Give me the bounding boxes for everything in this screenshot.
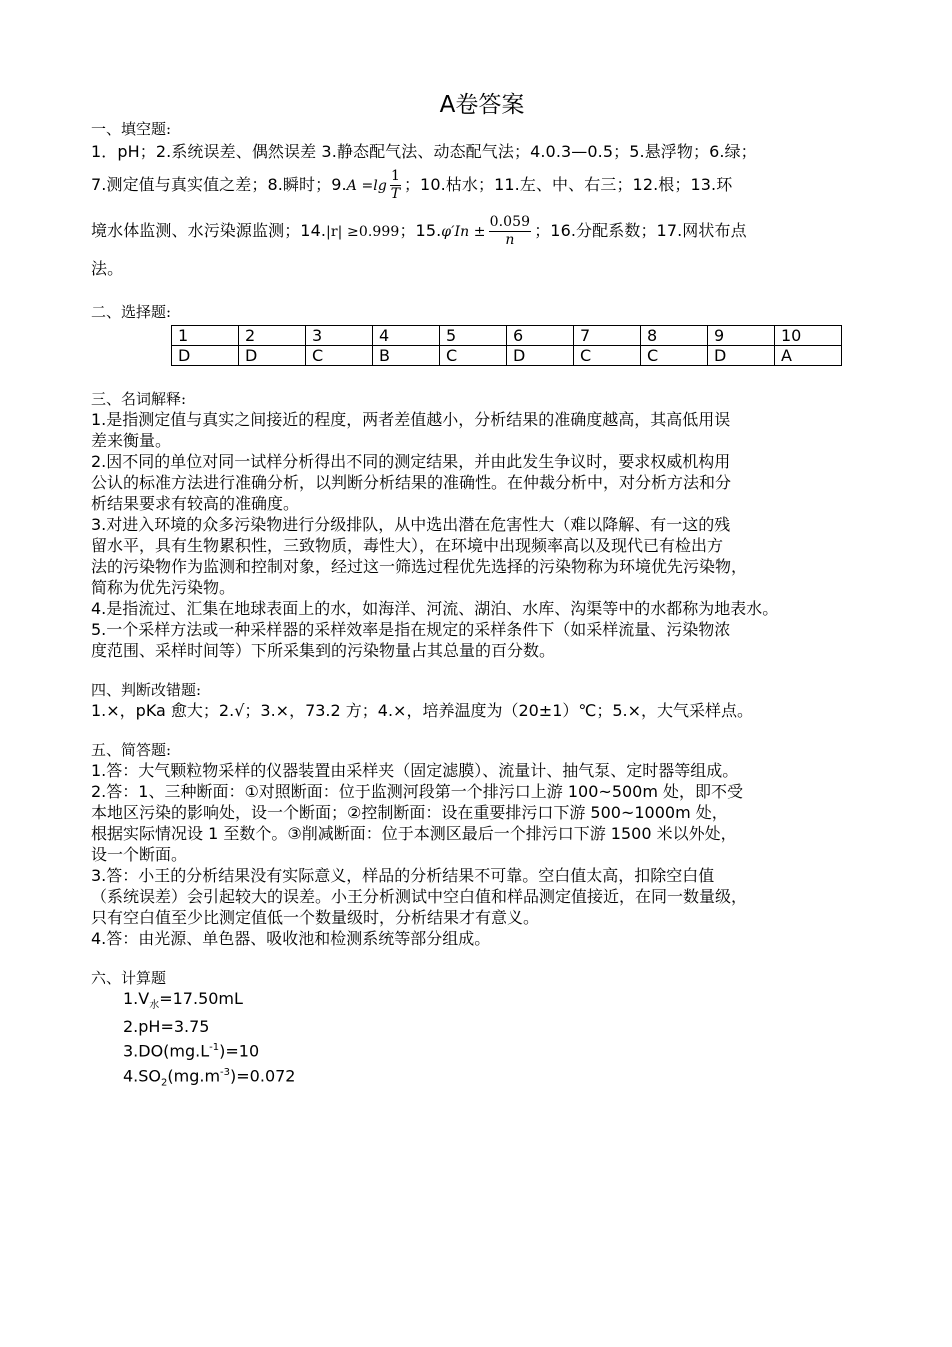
numerator: 1	[390, 168, 400, 184]
text: )=0.072	[230, 1065, 296, 1085]
formula-absorbance: A =lg	[346, 178, 387, 194]
table-cell: 6	[507, 326, 574, 346]
text-line: 4.答：由光源、单色器、吸收池和检测系统等部分组成。	[91, 929, 491, 948]
fill-line-3	[91, 206, 873, 257]
denominator: T	[390, 186, 401, 202]
table-cell: C	[440, 346, 507, 366]
text: (mg.m	[167, 1065, 221, 1085]
text-line: 析结果要求有较高的准确度。	[91, 494, 300, 513]
table-cell: D	[239, 346, 306, 366]
section-heading: 三、名词解释:	[91, 390, 187, 408]
text-line: 留水平，具有生物累积性，三致物质，毒性大），在环境中出现频率高以及现代已有检出方	[91, 536, 724, 555]
table-cell: D	[708, 346, 775, 366]
text: 3.DO(mg.L	[123, 1041, 210, 1061]
section-calculations	[91, 969, 873, 1093]
choice-answer-table	[171, 325, 842, 366]
text: 1.V	[123, 989, 150, 1008]
section-multiple-choice	[91, 303, 873, 366]
section-heading: 五、简答题:	[91, 741, 172, 759]
text-line: 差来衡量。	[91, 431, 172, 450]
table-row-numbers	[172, 326, 842, 346]
section-heading: 二、选择题:	[91, 303, 172, 321]
text-line: 简称为优先污染物。	[91, 578, 236, 597]
section-heading: 四、判断改错题:	[91, 681, 202, 699]
spacer	[91, 949, 873, 969]
spacer	[91, 366, 873, 390]
calc-answer-2: 2.pH=3.75	[123, 1017, 210, 1037]
text-line: 根据实际情况设 1 至数个。③削减断面：位于本测区最后一个排污口下游 1500 米以外处，	[91, 824, 737, 843]
text: =17.50mL	[159, 989, 243, 1008]
text: ；10.枯水；11.左、中、右三；12.根；13.环	[403, 175, 733, 194]
text-line: 法的污染物作为监测和控制对象，经过这一筛选过程优先选择的污染物称为环境优先污染物，	[91, 557, 748, 576]
table-cell: 7	[574, 326, 641, 346]
calc-answer-4	[123, 1062, 873, 1094]
table-cell: A	[775, 346, 842, 366]
text-line: 公认的标准方法进行准确分析，以判断分析结果的准确性。在仲裁分析中，对分析方法和分	[91, 473, 732, 492]
text: ；16.分配系数；17.网状布点	[534, 221, 747, 240]
table-row-answers	[172, 346, 842, 366]
text-line: 1.是指测定值与真实之间接近的程度，两者差值越小，分析结果的准确度越高，其高低用误	[91, 410, 731, 429]
fill-line-1	[91, 139, 873, 165]
table-cell: D	[507, 346, 574, 366]
section-heading: 六、计算题	[91, 969, 167, 987]
subscript: 水	[149, 1000, 160, 1012]
table-cell: 5	[440, 326, 507, 346]
denominator: n	[505, 232, 515, 248]
superscript: -3	[220, 1066, 231, 1078]
table-cell: 9	[708, 326, 775, 346]
section-heading: 一、填空题:	[91, 120, 172, 138]
calc-answer-1	[123, 988, 873, 1016]
table-cell: 10	[775, 326, 842, 346]
fill-line-2	[91, 165, 873, 206]
section-fill-blanks	[91, 120, 873, 281]
superscript: -1	[209, 1042, 220, 1054]
table-cell: 8	[641, 326, 708, 346]
spacer	[91, 281, 873, 303]
text-line: 1.×，pKa 愈大；2.√；3.×，73.2 方；4.×，培养温度为（20±1）℃；5.×，大气采样点。	[91, 701, 754, 720]
fraction-0059-over-n	[489, 214, 532, 249]
text: 7.测定值与真实值之差；8.瞬时；9.	[91, 175, 347, 194]
text-line: 3.对进入环境的众多污染物进行分级排队，从中选出潜在危害性大（难以降解、有一这的残	[91, 515, 731, 534]
table-cell: 1	[172, 326, 239, 346]
table-cell: 4	[373, 326, 440, 346]
page-title: A卷答案	[439, 92, 525, 118]
table-cell: C	[306, 346, 373, 366]
spacer	[91, 721, 873, 741]
section-definitions	[91, 390, 873, 661]
text: 1．pH；2.系统误差、偶然误差 3.静态配气法、动态配气法；4.0.3—0.5；5.悬浮物；6.绿；	[91, 142, 757, 161]
answer-page	[91, 88, 873, 1093]
text-line: 本地区污染的影响处，设一个断面；②控制断面：设在重要排污口下游 500~1000m 处，	[91, 803, 728, 822]
text-line: 1.答：大气颗粒物采样的仪器装置由采样夹（固定滤膜）、流量计、抽气泵、定时器等组成。	[91, 761, 739, 780]
text: ；15.	[399, 221, 442, 240]
text: 4.SO	[123, 1065, 162, 1085]
text-line: 4.是指流过、汇集在地球表面上的水，如海洋、河流、湖泊、水库、沟渠等中的水都称为地表水。	[91, 599, 779, 618]
text-line: 度范围、采样时间等）下所采集到的污染物量占其总量的百分数。	[91, 641, 556, 660]
fraction-1-over-T	[390, 168, 401, 203]
subscript: 2	[161, 1077, 168, 1089]
table-cell: 3	[306, 326, 373, 346]
formula-potential: φ′In ±	[441, 224, 486, 240]
text-line: 3.答：小王的分析结果没有实际意义，样品的分析结果不可靠。空白值太高，扣除空白值	[91, 866, 715, 885]
text-line: 2.答：1、三种断面：①对照断面：位于监测河段第一个排污口上游 100~500m 处，即不受	[91, 782, 744, 801]
fill-line-4	[91, 257, 873, 281]
table-cell: 2	[239, 326, 306, 346]
table-cell: C	[574, 346, 641, 366]
table-cell: B	[373, 346, 440, 366]
text-line: 5.一个采样方法或一种采样器的采样效率是指在规定的采样条件下（如采样流量、污染物浓	[91, 620, 731, 639]
text-line: 只有空白值至少比测定值低一个数量级时，分析结果才有意义。	[91, 908, 540, 927]
text-line: （系统误差）会引起较大的误差。小王分析测试中空白值和样品测定值接近，在同一数量级，	[91, 887, 748, 906]
text-line: 设一个断面。	[91, 845, 188, 864]
text-line: 2.因不同的单位对同一试样分析得出不同的测定结果，并由此发生争议时，要求权威机构用	[91, 452, 731, 471]
text: )=10	[219, 1041, 260, 1061]
section-true-false	[91, 681, 873, 721]
formula-correlation: |r| ≥0.999	[326, 224, 400, 240]
calc-answer-3	[123, 1037, 873, 1061]
spacer	[91, 661, 873, 681]
section-short-answer	[91, 741, 873, 949]
numerator: 0.059	[489, 214, 531, 230]
table-cell: D	[172, 346, 239, 366]
table-cell: C	[641, 346, 708, 366]
text: 境水体监测、水污染源监测；14.	[91, 221, 327, 240]
text: 法。	[91, 259, 124, 278]
